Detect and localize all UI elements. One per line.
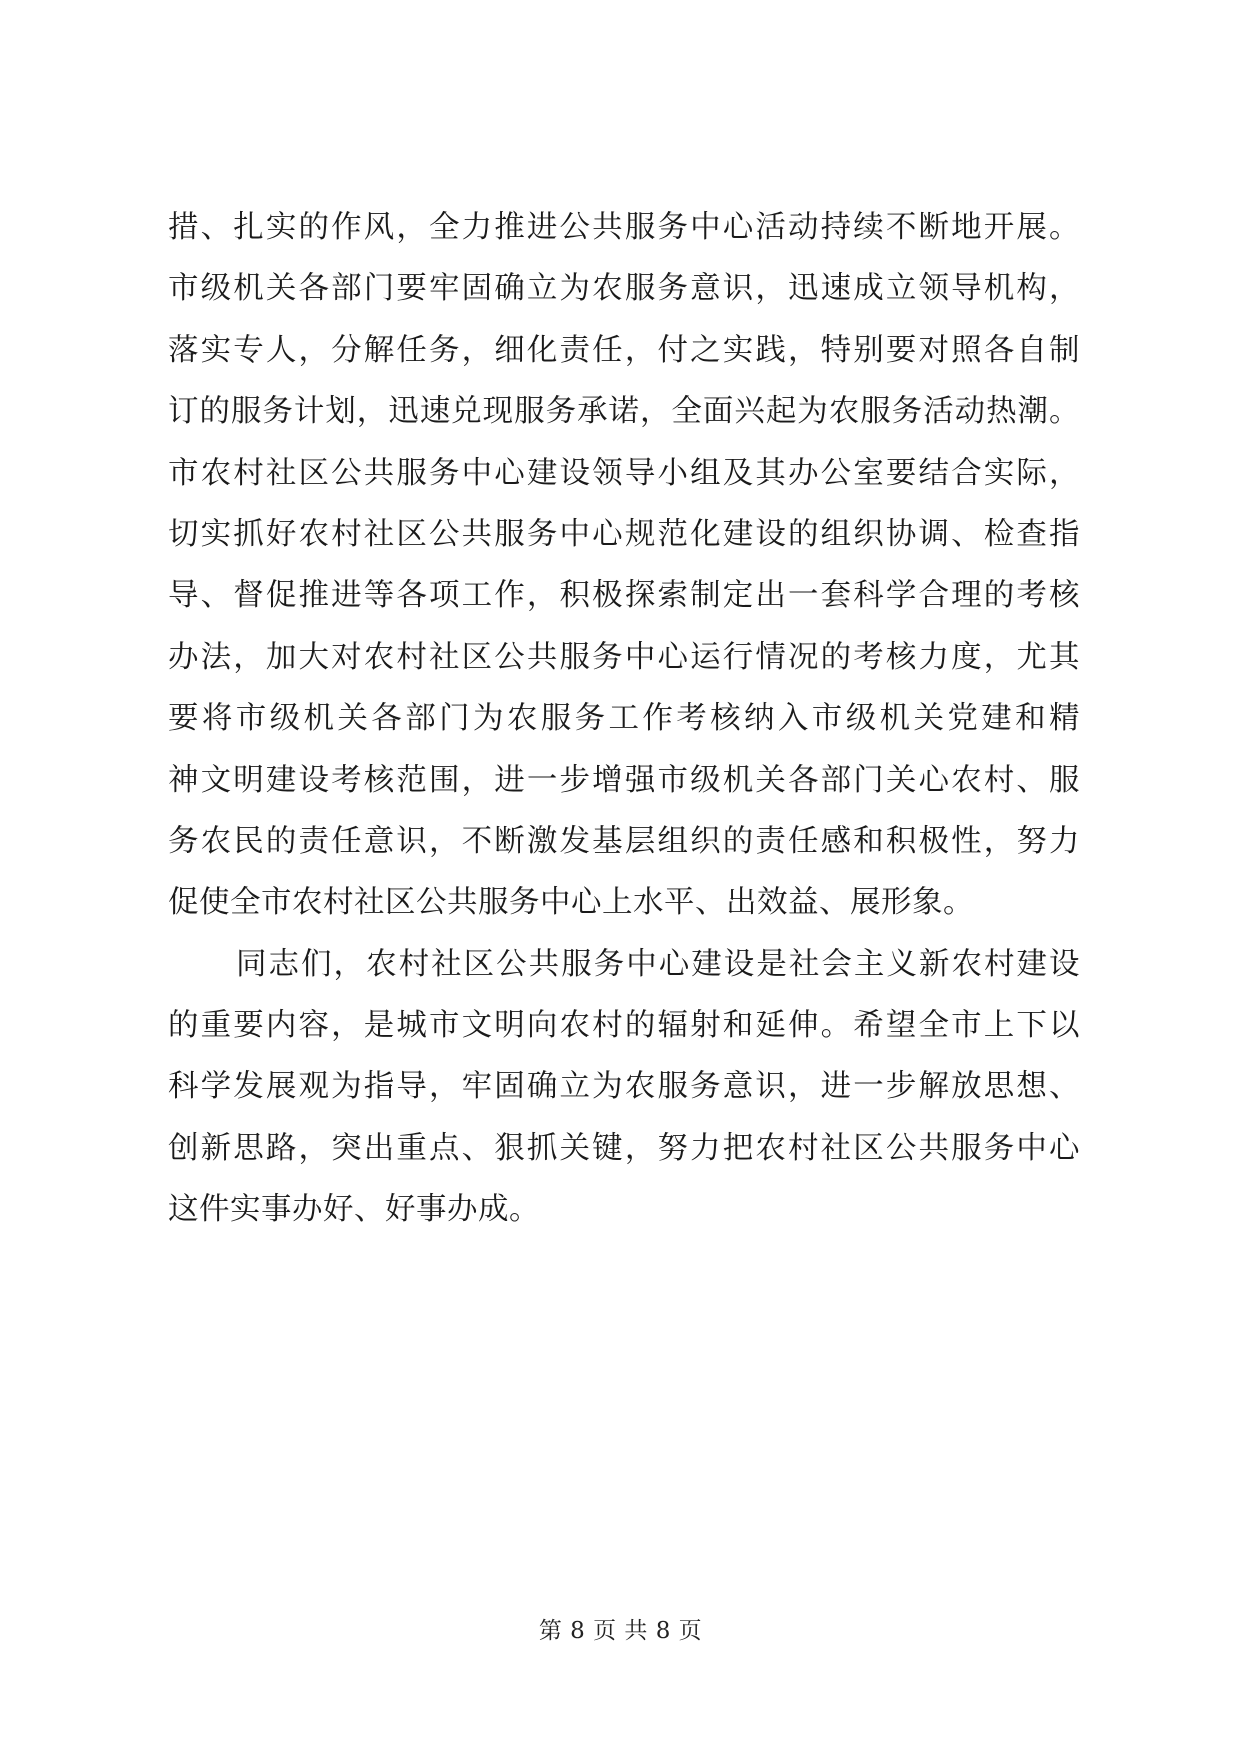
text-line: 导、督促推进等各项工作，积极探索制定出一套科学合理的考核 [168,578,1080,614]
text-line: 市农村社区公共服务中心建设领导小组及其办公室要结合实际， [168,455,1080,491]
page-number-footer: 第 8 页 共 8 页 [538,1618,703,1644]
text-line: 订的服务计划，迅速兑现服务承诺，全面兴起为农服务活动热潮。 [168,394,1080,430]
text-line: 措、扎实的作风，全力推进公共服务中心活动持续不断地开展。 [168,210,1080,245]
text-line: 落实专人，分解任务，细化责任，付之实践，特别要对照各自制 [168,332,1080,368]
text-line: 务农民的责任意识，不断激发基层组织的责任感和积极性，努力 [168,823,1080,859]
text-line: 切实抓好农村社区公共服务中心规范化建设的组织协调、检查指 [168,516,1080,552]
document-body [168,197,1080,1241]
text-line: 办法，加大对农村社区公共服务中心运行情况的考核力度，尤其 [168,639,1080,675]
text-line: 这件实事办好、好事办成。 [168,1192,540,1228]
text-line: 的重要内容，是城市文明向农村的辐射和延伸。希望全市上下以 [168,1008,1080,1044]
text-line: 市级机关各部门要牢固确立为农服务意识，迅速成立领导机构， [168,271,1080,307]
text-line: 同志们，农村社区公共服务中心建设是社会主义新农村建设 [236,946,1080,982]
text-line: 神文明建设考核范围，进一步增强市级机关各部门关心农村、服 [168,762,1080,798]
text-line: 科学发展观为指导，牢固确立为农服务意识，进一步解放思想、 [168,1069,1080,1105]
text-line: 促使全市农村社区公共服务中心上水平、出效益、展形象。 [168,885,974,921]
text-line: 创新思路，突出重点、狠抓关键，努力把农村社区公共服务中心 [168,1130,1080,1166]
text-line: 要将市级机关各部门为农服务工作考核纳入市级机关党建和精 [168,701,1080,737]
